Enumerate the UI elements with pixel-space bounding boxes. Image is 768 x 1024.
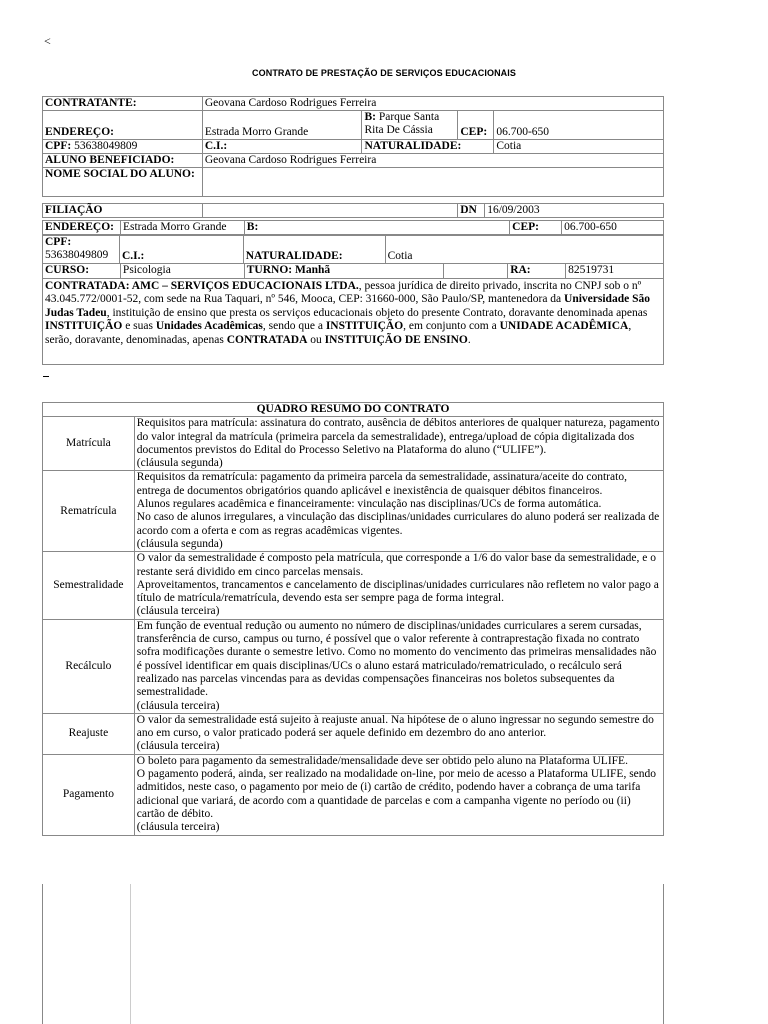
bairro-cell (362, 111, 458, 140)
ci-label: C.I.: (204, 140, 228, 152)
aluno-endereco-label: ENDEREÇO: (43, 221, 121, 235)
contratada-instituicao-2: INSTITUIÇÃO (325, 320, 404, 333)
curso-label: CURSO: (43, 264, 121, 279)
quadro-row-content (134, 552, 663, 619)
nome-social-label: NOME SOCIAL DO ALUNO: (43, 168, 203, 197)
quadro-row-line: Em função de eventual redução ou aumento no número de disciplinas/unidades curriculares a serem cursadas, transferência de curso, campus ou turno, é possível que o valor referente à contraprestação fixada no contrato sofra modificações durante o semestre letivo. Como no momento do vencimento das primeiras mensalidades não é possível identificar em quais disciplinas/UCs o aluno estará matriculado/rematriculado, o recálculo será realizado nas parcelas vincendas para as devidas compensações financeiras nos boletos subsequentes da semestralidade. (136, 619, 657, 699)
aluno-naturalidade-value: Cotia (385, 236, 663, 264)
quadro-row (43, 417, 664, 471)
contratante-label: CONTRATANTE: (43, 97, 203, 111)
aluno-beneficiado-value: Geovana Cardoso Rodrigues Ferreira (202, 154, 663, 168)
quadro-row-content (134, 471, 663, 552)
dn-label: DN (458, 204, 485, 218)
cpf-value: 53638049809 (74, 140, 138, 152)
naturalidade-value: Cotia (494, 140, 664, 154)
quadro-row-line: (cláusula segunda) (136, 537, 223, 550)
aluno-documentos-table (42, 235, 664, 264)
document-title: CONTRATO DE PRESTAÇÃO DE SERVIÇOS EDUCACIONAIS (252, 68, 516, 78)
quadro-row-line: O valor da semestralidade é composto pela matrícula, que corresponde a 1/6 do valor base da semestralidade, e o restante será dividido em cinco parcelas mensais. (136, 552, 657, 578)
quadro-row-line: (cláusula terceira) (136, 605, 220, 618)
quadro-resumo-table (42, 402, 664, 836)
aluno-cep-value: 06.700-650 (562, 221, 664, 235)
cpf-label: CPF: (45, 140, 72, 152)
quadro-row-content (134, 713, 663, 754)
bairro-value: Parque Santa Rita De Cássia (364, 111, 440, 136)
bairro-label: B: (364, 111, 376, 123)
quadro-row-label: Matrícula (43, 417, 135, 471)
contratada-term: CONTRATADA (226, 333, 308, 346)
aluno-naturalidade-label: NATURALIDADE: (243, 236, 385, 264)
ra-label: RA: (508, 264, 566, 279)
quadro-row-label: Rematrícula (43, 471, 135, 552)
quadro-row (43, 471, 664, 552)
quadro-row-line: (cláusula terceira) (136, 699, 220, 712)
quadro-row (43, 754, 664, 835)
filiacao-value (202, 204, 457, 218)
quadro-row-line: O pagamento poderá, ainda, ser realizado na modalidade on-line, por meio de acesso a Plataforma ULIFE, sendo admitidos, neste caso, o pagamento por meio de (i) cartão de crédito, podendo haver a cobrança de uma tarifa adicional que variará, de acordo com a quantidade de parcelas e com a campanha vigente no período ou (ii) cartão de débito. (136, 768, 657, 820)
contratada-unidade-academica: UNIDADE ACADÊMICA (499, 320, 629, 333)
quadro-row-line: Requisitos da rematrícula: pagamento da primeira parcela da semestralidade, assinatura/aceite do contrato, entrega de documentos obrigatórios quando aplicável e inexistência de quaisquer débitos financeiros. (136, 471, 627, 497)
quadro-continuation-area (42, 884, 664, 1024)
quadro-row (43, 552, 664, 619)
contratada-text-6: , serão, doravante, denominadas, apenas (45, 320, 632, 346)
quadro-row-line: No caso de alunos irregulares, a vinculação das disciplinas/unidades curriculares do aluno poderá ser realizada de acordo com a oferta e com as regras acadêmicas vigentes. (136, 511, 660, 537)
filiacao-table (42, 203, 664, 218)
aluno-cpf-value: 53638049809 (45, 249, 109, 261)
aluno-cpf-label: CPF: (45, 236, 72, 248)
quadro-row-line: (cláusula segunda) (136, 457, 223, 470)
curso-value: Psicologia (120, 264, 244, 279)
quadro-row-line: Requisitos para matrícula: assinatura do contrato, ausência de débitos anteriores de qualquer natureza, pagamento do valor integral da matrícula (primeira parcela da semestralidade), entrega/upload de cópia digitalizada dos documentos previstos do Edital do Processo Seletivo na Plataforma do aluno (“ULIFE”). (136, 417, 660, 456)
contratada-text-7: ou (307, 333, 325, 346)
quadro-row-content (134, 754, 663, 835)
cep-value: 06.700-650 (494, 111, 664, 140)
nome-social-value (202, 168, 663, 197)
quadro-row-label: Recálculo (43, 619, 135, 713)
contratada-paragraph (42, 279, 664, 365)
quadro-row-line: O valor da semestralidade está sujeito à reajuste anual. Na hipótese de o aluno ingressar no segundo semestre do ano em curso, o valor praticado poderá ser aquele definido em dezembro do ano anterior. (136, 713, 654, 740)
contratante-value: Geovana Cardoso Rodrigues Ferreira (202, 97, 663, 111)
aluno-endereco-table (42, 220, 664, 235)
quadro-row-label: Semestralidade (43, 552, 135, 619)
ra-value: 82519731 (566, 264, 664, 279)
contratada-unidades: Unidades Acadêmicas (155, 320, 263, 333)
aluno-cpf-cell (43, 236, 120, 264)
quadro-row-line: (cláusula terceira) (136, 740, 220, 753)
curso-table (42, 263, 664, 279)
quadro-row-line: Alunos regulares acadêmica e financeiramente: vinculação nas disciplinas/UCs de forma automática. (136, 498, 602, 511)
quadro-row-content (134, 619, 663, 713)
contratada-instituicao-ensino: INSTITUIÇÃO DE ENSINO (324, 333, 468, 346)
contratada-text-4: , sendo que a (262, 320, 326, 333)
quadro-row-content (134, 417, 663, 471)
quadro-row-line: (cláusula terceira) (136, 821, 220, 834)
contratada-instituicao-1: INSTITUIÇÃO (45, 320, 123, 333)
quadro-row-label: Reajuste (43, 713, 135, 754)
contratada-name: CONTRATADA: AMC – SERVIÇOS EDUCACIONAIS LTDA. (45, 280, 359, 292)
cep-label: CEP: (458, 111, 494, 140)
ci-cell (202, 140, 362, 154)
corner-mark: < (44, 34, 51, 48)
aluno-cep-label: CEP: (510, 221, 562, 235)
contratante-table (42, 96, 664, 197)
turno-label: TURNO: Manhã (244, 264, 444, 279)
filiacao-label: FILIAÇÃO (43, 204, 203, 218)
cpf-cell (43, 140, 203, 154)
aluno-endereco-value: Estrada Morro Grande (120, 221, 244, 235)
curso-blank-cell (444, 264, 508, 279)
naturalidade-label: NATURALIDADE: (362, 140, 494, 154)
contratada-text-3: e suas (122, 320, 156, 333)
quadro-row (43, 713, 664, 754)
dn-value: 16/09/2003 (485, 204, 664, 218)
contratada-text-2: , instituição de ensino que presta os serviços educacionais objeto do presente Contrato, doravante denominada apenas (106, 306, 648, 319)
aluno-ci-label: C.I.: (119, 236, 243, 264)
quadro-resumo-title: QUADRO RESUMO DO CONTRATO (43, 403, 664, 417)
quadro-row-line: O boleto para pagamento da semestralidade/mensalidade deve ser obtido pelo aluno na Plataforma ULIFE. (136, 754, 628, 767)
aluno-beneficiado-label: ALUNO BENEFICIADO: (43, 154, 203, 168)
contratada-university: Universidade São Judas Tadeu (45, 293, 650, 319)
quadro-row (43, 619, 664, 713)
endereco-value: Estrada Morro Grande (202, 111, 362, 140)
endereco-label: ENDEREÇO: (43, 111, 203, 140)
aluno-bairro-label: B: (244, 221, 509, 235)
contratada-text-8: . (467, 333, 471, 346)
quadro-row-label: Pagamento (43, 754, 135, 835)
quadro-continuation-divider (130, 884, 131, 1024)
separator-dash (43, 376, 49, 377)
quadro-row-line: Aproveitamentos, trancamentos e cancelamento de disciplinas/unidades curriculares não refletem no valor pago a título de matrícula/rematrícula, devendo esta ser sempre paga de forma integral. (136, 578, 659, 605)
contratada-text-5: , em conjunto com a (403, 320, 500, 333)
contratada-text-1: , pessoa jurídica de direito privado, inscrita no CNPJ sob o nº 43.045.772/0001-52, com sede na Rua Taquari, nº 546, Mooca, CEP: 31660-000, São Paulo/SP, mantenedora da (45, 280, 642, 306)
